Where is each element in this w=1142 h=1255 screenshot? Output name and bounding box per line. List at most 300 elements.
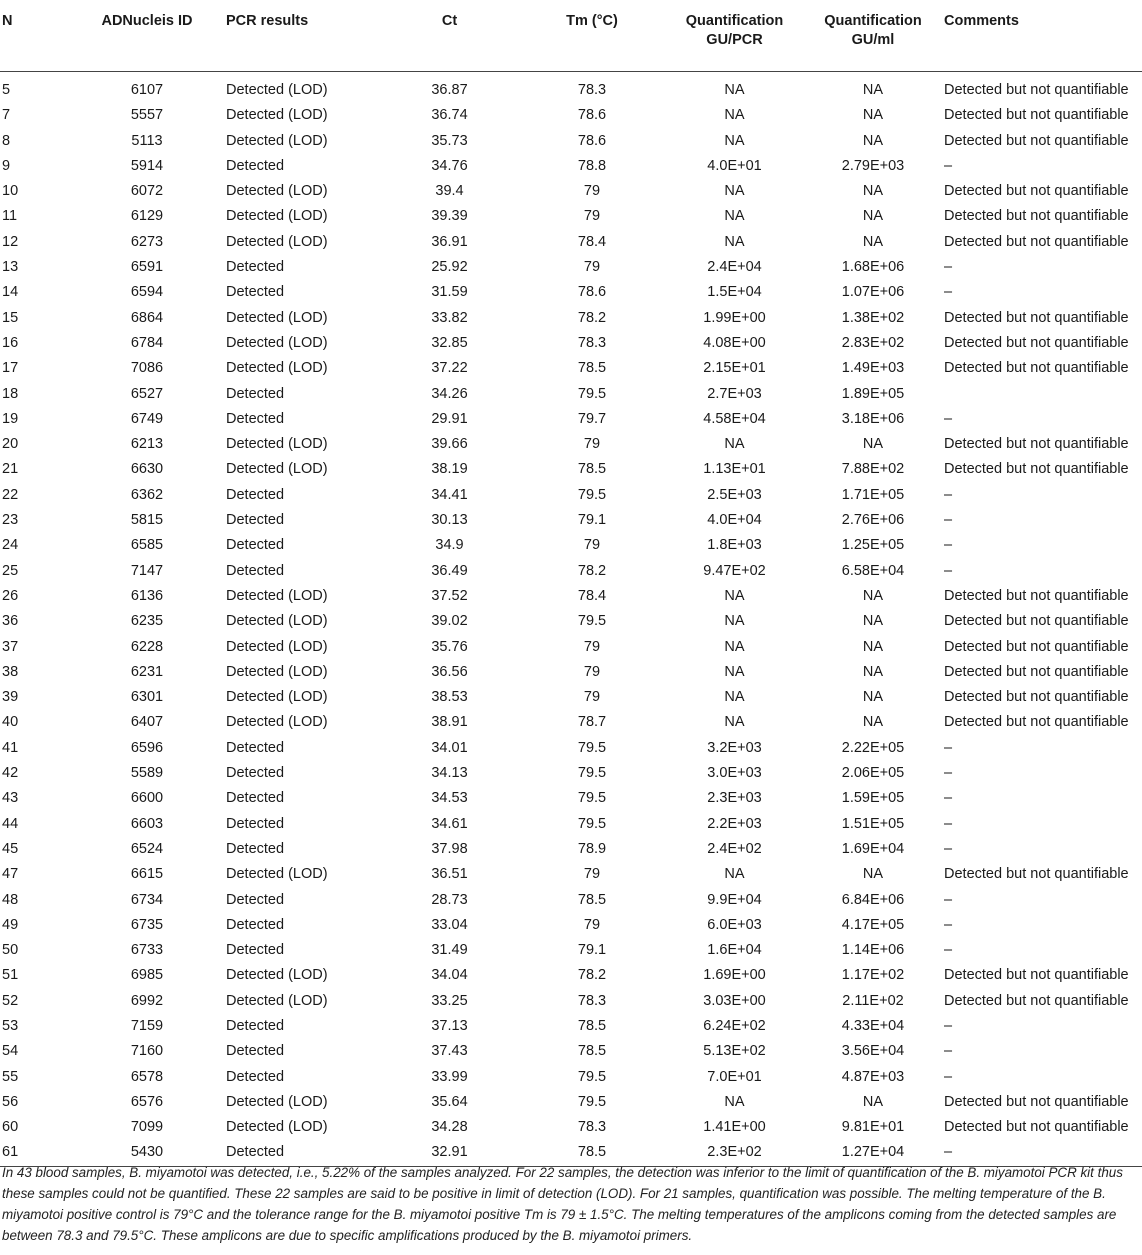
- cell-ct: 39.39: [431, 208, 468, 225]
- cell-pcr-result: Detected (LOD): [226, 663, 328, 680]
- cell-ct: 37.13: [431, 1017, 468, 1034]
- table-row: [0, 660, 1142, 685]
- cell-ct: 36.51: [431, 866, 468, 883]
- cell-ct: 34.53: [431, 790, 468, 807]
- cell-pcr-result: Detected (LOD): [226, 309, 328, 326]
- cell-quantification-gu-ml: 2.22E+05: [841, 739, 905, 756]
- cell-pcr-result: Detected (LOD): [226, 82, 328, 98]
- cell-comment: –: [944, 537, 953, 554]
- cell-adnucleis-id: 6136: [130, 587, 164, 604]
- cell-n: 42: [2, 765, 19, 782]
- cell-ct: 29.91: [431, 410, 468, 427]
- cell-pcr-result: Detected (LOD): [226, 183, 328, 200]
- cell-adnucleis-id: 5589: [130, 765, 164, 782]
- cell-quantification-gu-ml: 1.68E+06: [841, 259, 905, 276]
- cell-ct: 37.98: [431, 840, 468, 857]
- cell-tm: 79: [583, 638, 601, 655]
- cell-tm: 78.6: [577, 132, 607, 149]
- cell-adnucleis-id: 5113: [131, 132, 163, 149]
- cell-adnucleis-id: 7147: [130, 562, 164, 579]
- cell-quantification-gu-pcr: 1.5E+04: [707, 284, 762, 301]
- cell-pcr-result: Detected: [226, 385, 285, 402]
- cell-n: 38: [2, 663, 19, 680]
- table-row: [0, 1090, 1142, 1115]
- cell-quantification-gu-pcr: NA: [724, 132, 745, 149]
- cell-pcr-result: Detected (LOD): [226, 233, 328, 250]
- cell-n: 26: [2, 587, 19, 604]
- cell-comment: Detected but not quantifiable: [944, 866, 1129, 883]
- cell-pcr-result: Detected: [226, 486, 285, 503]
- header-quantification-gu-ml: Quantification GU/ml: [812, 6, 934, 71]
- cell-ct: 35.73: [431, 132, 468, 149]
- table-row: [0, 129, 1142, 154]
- cell-pcr-result: Detected: [226, 790, 285, 807]
- cell-quantification-gu-ml: 3.56E+04: [841, 1043, 905, 1060]
- cell-pcr-result: Detected (LOD): [226, 866, 328, 883]
- cell-comment: [934, 382, 1142, 407]
- cell-pcr-result: Detected (LOD): [226, 1119, 328, 1136]
- cell-tm: 79.5: [577, 486, 607, 503]
- cell-pcr-result: Detected: [226, 562, 285, 579]
- cell-adnucleis-id: 6362: [130, 486, 164, 503]
- cell-comment: Detected but not quantifiable: [944, 613, 1129, 630]
- cell-adnucleis-id: 6273: [130, 233, 164, 250]
- cell-tm: 79: [583, 183, 601, 200]
- cell-tm: 79.5: [577, 1093, 607, 1110]
- cell-quantification-gu-pcr: NA: [724, 689, 745, 706]
- cell-n: 8: [2, 132, 11, 149]
- cell-adnucleis-id: 6594: [130, 284, 164, 301]
- cell-adnucleis-id: 6585: [130, 537, 164, 554]
- cell-quantification-gu-pcr: 4.08E+00: [703, 334, 766, 351]
- table-row: [0, 230, 1142, 255]
- cell-quantification-gu-ml: 1.25E+05: [841, 537, 905, 554]
- cell-tm: 79: [583, 537, 601, 554]
- cell-tm: 78.5: [577, 461, 607, 478]
- cell-n: 21: [2, 461, 19, 478]
- cell-adnucleis-id: 6578: [130, 1068, 164, 1085]
- cell-tm: 79: [583, 866, 601, 883]
- cell-pcr-result: Detected: [226, 815, 285, 832]
- cell-ct: 39.02: [431, 613, 468, 630]
- cell-quantification-gu-pcr: 6.24E+02: [703, 1017, 766, 1034]
- cell-adnucleis-id: 6576: [130, 1093, 164, 1110]
- cell-quantification-gu-pcr: 3.2E+03: [707, 739, 762, 756]
- cell-ct: 36.49: [431, 562, 468, 579]
- cell-comment: –: [944, 1043, 953, 1060]
- cell-comment: –: [944, 1068, 953, 1085]
- cell-quantification-gu-pcr: 6.0E+03: [707, 916, 762, 933]
- cell-adnucleis-id: 6129: [130, 208, 164, 225]
- cell-comment: Detected but not quantifiable: [944, 82, 1129, 98]
- table-row: [0, 862, 1142, 887]
- table-row: [0, 1014, 1142, 1039]
- cell-n: 48: [2, 891, 19, 908]
- table-row: [0, 382, 1142, 407]
- table-footnote: In 43 blood samples, B. miyamotoi was detected, i.e., 5.22% of the samples analyzed. For 22 samples, the detection was inferior to the limit of quantification of the B. miyamotoi PCR kit thus these samples could not be quantified. These 22 samples are said to be positive in limit of detection (LOD). For 21 samples, quantification was possible. The melting temperature of the B. miyamotoi positive control is 79°C and the tolerance range for the B. miyamotoi positive Tm is 79 ± 1.5°C. The melting temperatures of the amplicons coming from the detected samples are between 78.3 and 79.5°C. These amplicons are due to specific amplifications produced by the B. miyamotoi primers.: [2, 1165, 1123, 1243]
- cell-ct: 34.13: [431, 765, 468, 782]
- cell-adnucleis-id: 5815: [130, 512, 164, 529]
- cell-pcr-result: Detected: [222, 1140, 372, 1166]
- cell-tm: 78.5: [577, 891, 607, 908]
- cell-quantification-gu-ml: NA: [862, 587, 884, 604]
- table-row: [0, 533, 1142, 558]
- table-row: [0, 103, 1142, 128]
- cell-n: 18: [2, 385, 19, 402]
- cell-quantification-gu-ml: 1.89E+05: [841, 385, 905, 402]
- cell-adnucleis-id: 6630: [130, 461, 164, 478]
- cell-ct: 33.04: [431, 916, 468, 933]
- cell-tm: 78.3: [577, 334, 607, 351]
- cell-n: 10: [2, 183, 19, 200]
- cell-tm: 79: [583, 663, 601, 680]
- cell-comment: Detected but not quantifiable: [944, 714, 1129, 731]
- cell-quantification-gu-ml: 1.49E+03: [841, 360, 905, 377]
- table-row: [0, 1039, 1142, 1064]
- cell-n: 52: [2, 992, 19, 1009]
- table-row: [0, 938, 1142, 963]
- cell-n: 43: [2, 790, 19, 807]
- cell-pcr-result: Detected (LOD): [226, 360, 328, 377]
- header-tm: Tm (°C): [527, 6, 657, 71]
- cell-ct: 34.9: [435, 537, 464, 554]
- cell-quantification-gu-ml: NA: [862, 183, 884, 200]
- cell-quantification-gu-ml: NA: [862, 107, 884, 124]
- cell-tm: 79.5: [577, 1068, 607, 1085]
- cell-comment: Detected but not quantifiable: [944, 132, 1129, 149]
- cell-quantification-gu-pcr: 7.0E+01: [707, 1068, 762, 1085]
- spacer-cell: [0, 71, 1142, 78]
- cell-comment: –: [944, 765, 953, 782]
- table-row: [0, 635, 1142, 660]
- cell-quantification-gu-pcr: NA: [724, 107, 745, 124]
- cell-comment: Detected but not quantifiable: [944, 334, 1129, 351]
- cell-quantification-gu-ml: NA: [862, 208, 884, 225]
- table-row: [0, 356, 1142, 381]
- cell-n: 45: [2, 840, 19, 857]
- cell-ct: 31.49: [431, 942, 468, 959]
- cell-n: 17: [2, 360, 19, 377]
- cell-adnucleis-id: 6231: [130, 663, 164, 680]
- cell-adnucleis-id: 6992: [130, 992, 164, 1009]
- cell-quantification-gu-pcr: 2.3E+02: [657, 1140, 812, 1166]
- cell-n: 25: [2, 562, 19, 579]
- cell-quantification-gu-pcr: NA: [724, 638, 745, 655]
- cell-quantification-gu-ml: NA: [862, 714, 884, 731]
- cell-quantification-gu-ml: 1.27E+04: [812, 1140, 934, 1166]
- cell-tm: 79.5: [577, 765, 607, 782]
- cell-tm: 79: [583, 436, 601, 453]
- cell-pcr-result: Detected (LOD): [226, 461, 328, 478]
- spacer-row: [0, 71, 1142, 78]
- cell-pcr-result: Detected: [226, 840, 285, 857]
- cell-quantification-gu-pcr: NA: [724, 613, 745, 630]
- cell-adnucleis-id: 6864: [130, 309, 164, 326]
- cell-quantification-gu-pcr: 3.0E+03: [707, 765, 762, 782]
- header-n: N: [0, 6, 72, 71]
- header-pcr-results: PCR results: [222, 6, 372, 71]
- cell-ct: 37.52: [431, 587, 468, 604]
- cell-ct: 36.87: [431, 82, 468, 98]
- cell-pcr-result: Detected: [226, 891, 285, 908]
- cell-ct: 38.53: [431, 689, 468, 706]
- cell-adnucleis-id: 6784: [130, 334, 164, 351]
- cell-comment: Detected but not quantifiable: [944, 107, 1129, 124]
- table-row: [0, 609, 1142, 634]
- cell-pcr-result: Detected: [226, 512, 285, 529]
- table-row: [0, 812, 1142, 837]
- cell-n: 7: [2, 107, 11, 124]
- cell-comment: –: [944, 562, 953, 579]
- cell-pcr-result: Detected: [226, 942, 285, 959]
- cell-ct: 36.56: [431, 663, 468, 680]
- cell-quantification-gu-ml: 2.06E+05: [841, 765, 905, 782]
- cell-pcr-result: Detected: [226, 284, 285, 301]
- cell-quantification-gu-ml: 4.17E+05: [841, 916, 905, 933]
- cell-quantification-gu-ml: 1.07E+06: [841, 284, 905, 301]
- cell-quantification-gu-pcr: 5.13E+02: [703, 1043, 766, 1060]
- cell-pcr-result: Detected (LOD): [226, 587, 328, 604]
- cell-quantification-gu-pcr: 1.69E+00: [703, 967, 766, 984]
- cell-pcr-result: Detected (LOD): [226, 107, 328, 124]
- cell-comment: –: [944, 916, 953, 933]
- cell-n: 56: [2, 1093, 19, 1110]
- cell-ct: 31.59: [431, 284, 468, 301]
- cell-ct: 33.82: [431, 309, 468, 326]
- header-quantification-gu-pcr: Quantification GU/PCR: [657, 6, 812, 71]
- cell-quantification-gu-ml: 1.38E+02: [841, 309, 905, 326]
- cell-n: 40: [2, 714, 19, 731]
- cell-ct: 30.13: [431, 512, 468, 529]
- cell-quantification-gu-ml: NA: [862, 132, 884, 149]
- cell-comment: Detected but not quantifiable: [944, 360, 1129, 377]
- cell-adnucleis-id: 6600: [130, 790, 164, 807]
- cell-comment: –: [944, 512, 953, 529]
- cell-quantification-gu-pcr: 1.99E+00: [703, 309, 766, 326]
- cell-n: 53: [2, 1017, 19, 1034]
- cell-quantification-gu-pcr: 4.58E+04: [703, 410, 766, 427]
- cell-quantification-gu-ml: NA: [862, 663, 884, 680]
- cell-pcr-result: Detected: [226, 259, 285, 276]
- cell-tm: 78.3: [577, 1119, 607, 1136]
- cell-ct: 33.25: [431, 992, 468, 1009]
- cell-quantification-gu-pcr: NA: [724, 183, 745, 200]
- cell-quantification-gu-ml: 1.71E+05: [841, 486, 905, 503]
- cell-quantification-gu-pcr: 2.4E+02: [707, 840, 762, 857]
- cell-n: 14: [2, 284, 19, 301]
- cell-quantification-gu-ml: NA: [862, 436, 884, 453]
- cell-quantification-gu-pcr: 1.8E+03: [707, 537, 762, 554]
- cell-n: 12: [2, 233, 19, 250]
- cell-adnucleis-id: 6749: [130, 410, 164, 427]
- cell-quantification-gu-ml: 6.58E+04: [841, 562, 905, 579]
- table-row: [0, 989, 1142, 1014]
- cell-tm: 78.2: [577, 967, 607, 984]
- table-row: [0, 432, 1142, 457]
- cell-comment: –: [944, 259, 953, 276]
- table-row: [0, 736, 1142, 761]
- cell-comment: Detected but not quantifiable: [944, 967, 1129, 984]
- cell-quantification-gu-pcr: 2.7E+03: [707, 385, 762, 402]
- cell-tm: 78.6: [577, 107, 607, 124]
- cell-ct: 36.74: [431, 107, 468, 124]
- cell-quantification-gu-ml: 9.81E+01: [841, 1119, 905, 1136]
- cell-pcr-result: Detected: [226, 739, 285, 756]
- cell-quantification-gu-pcr: 2.5E+03: [707, 486, 762, 503]
- cell-pcr-result: Detected (LOD): [226, 334, 328, 351]
- cell-tm: 79.5: [577, 739, 607, 756]
- cell-n: 51: [2, 967, 19, 984]
- cell-quantification-gu-pcr: NA: [724, 208, 745, 225]
- cell-tm: 78.2: [577, 562, 607, 579]
- table-row: [0, 913, 1142, 938]
- cell-pcr-result: Detected (LOD): [226, 1093, 328, 1110]
- cell-quantification-gu-pcr: 1.6E+04: [707, 942, 762, 959]
- cell-n: 11: [2, 208, 18, 225]
- cell-comment: –: [944, 790, 953, 807]
- cell-comment: Detected but not quantifiable: [944, 1119, 1129, 1136]
- table-row: [0, 1065, 1142, 1090]
- cell-ct: 34.41: [431, 486, 468, 503]
- cell-quantification-gu-ml: NA: [862, 1093, 884, 1110]
- cell-quantification-gu-ml: 4.87E+03: [841, 1068, 905, 1085]
- cell-adnucleis-id: 6591: [130, 259, 164, 276]
- cell-ct: 33.99: [431, 1068, 468, 1085]
- cell-ct: 34.01: [431, 739, 468, 756]
- cell-quantification-gu-ml: 2.79E+03: [841, 157, 905, 174]
- cell-adnucleis-id: 6596: [130, 739, 164, 756]
- cell-comment: Detected but not quantifiable: [944, 992, 1129, 1009]
- cell-quantification-gu-ml: 1.59E+05: [841, 790, 905, 807]
- cell-tm: 78.5: [577, 1017, 607, 1034]
- cell-pcr-result: Detected (LOD): [226, 613, 328, 630]
- cell-comment: –: [944, 942, 953, 959]
- results-table: [0, 6, 1142, 1167]
- cell-pcr-result: Detected (LOD): [226, 132, 328, 149]
- cell-comment: –: [944, 284, 953, 301]
- cell-quantification-gu-pcr: 9.9E+04: [707, 891, 762, 908]
- cell-quantification-gu-ml: 2.11E+02: [842, 992, 904, 1009]
- cell-ct: 25.92: [431, 259, 468, 276]
- table-row: [0, 331, 1142, 356]
- table-row: [0, 584, 1142, 609]
- table-row: [0, 483, 1142, 508]
- cell-pcr-result: Detected (LOD): [226, 992, 328, 1009]
- cell-adnucleis-id: 6301: [130, 689, 164, 706]
- cell-adnucleis-id: 5914: [130, 157, 164, 174]
- table-row: [0, 837, 1142, 862]
- cell-ct: 35.64: [431, 1093, 468, 1110]
- cell-quantification-gu-pcr: NA: [724, 233, 745, 250]
- cell-adnucleis-id: 6235: [130, 613, 164, 630]
- cell-pcr-result: Detected: [226, 765, 285, 782]
- cell-ct: 37.43: [431, 1043, 468, 1060]
- cell-adnucleis-id: 6985: [130, 967, 164, 984]
- cell-quantification-gu-ml: 3.18E+06: [841, 410, 905, 427]
- table-row: [0, 457, 1142, 482]
- cell-adnucleis-id: 6734: [130, 891, 164, 908]
- cell-n: 16: [2, 334, 19, 351]
- table-row: [0, 508, 1142, 533]
- cell-n: 15: [2, 309, 19, 326]
- cell-tm: 79.1: [577, 512, 607, 529]
- cell-n: 20: [2, 436, 19, 453]
- cell-adnucleis-id: 6407: [130, 714, 164, 731]
- cell-n: 41: [2, 739, 19, 756]
- table-row: [0, 78, 1142, 103]
- cell-adnucleis-id: 6615: [130, 866, 164, 883]
- cell-tm: 79: [583, 259, 601, 276]
- cell-quantification-gu-pcr: NA: [724, 714, 745, 731]
- cell-quantification-gu-ml: 1.14E+06: [841, 942, 905, 959]
- cell-comment: –: [934, 1140, 1142, 1166]
- cell-tm: 78.4: [577, 233, 607, 250]
- cell-pcr-result: Detected: [226, 916, 285, 933]
- cell-comment: Detected but not quantifiable: [944, 233, 1129, 250]
- cell-n: 54: [2, 1043, 19, 1060]
- cell-comment: Detected but not quantifiable: [944, 587, 1129, 604]
- table-row: [0, 710, 1142, 735]
- cell-quantification-gu-pcr: 1.13E+01: [703, 461, 766, 478]
- cell-comment: Detected but not quantifiable: [944, 309, 1129, 326]
- cell-quantification-gu-ml: NA: [862, 689, 884, 706]
- cell-quantification-gu-ml: NA: [862, 82, 884, 98]
- cell-comment: Detected but not quantifiable: [944, 689, 1129, 706]
- cell-ct: 37.22: [431, 360, 468, 377]
- cell-quantification-gu-pcr: 2.3E+03: [707, 790, 762, 807]
- header-comments: Comments: [934, 6, 1142, 71]
- cell-tm: 78.4: [577, 587, 607, 604]
- table-body: [0, 71, 1142, 1166]
- cell-quantification-gu-ml: NA: [862, 638, 884, 655]
- cell-comment: –: [944, 891, 953, 908]
- cell-tm: 78.5: [577, 360, 607, 377]
- cell-adnucleis-id: 6107: [130, 82, 164, 98]
- cell-ct: 34.28: [431, 1119, 468, 1136]
- cell-tm: 78.7: [577, 714, 607, 731]
- cell-quantification-gu-pcr: NA: [724, 663, 745, 680]
- table-row: [0, 963, 1142, 988]
- cell-comment: –: [944, 815, 953, 832]
- cell-tm: 78.5: [577, 1043, 607, 1060]
- cell-comment: Detected but not quantifiable: [944, 208, 1129, 225]
- cell-n: 22: [2, 486, 19, 503]
- cell-quantification-gu-ml: NA: [862, 233, 884, 250]
- table-row: [0, 280, 1142, 305]
- cell-quantification-gu-ml: 2.76E+06: [841, 512, 905, 529]
- cell-tm: 78.6: [577, 284, 607, 301]
- cell-adnucleis-id: 6228: [130, 638, 164, 655]
- cell-adnucleis-id: 5557: [130, 107, 164, 124]
- cell-adnucleis-id: 7160: [130, 1043, 164, 1060]
- cell-comment: –: [944, 840, 953, 857]
- cell-adnucleis-id: 6213: [130, 436, 164, 453]
- cell-ct: 34.76: [431, 157, 468, 174]
- cell-adnucleis-id: 7086: [130, 360, 164, 377]
- cell-quantification-gu-pcr: 4.0E+04: [707, 512, 762, 529]
- cell-adnucleis-id: 6603: [130, 815, 164, 832]
- cell-quantification-gu-ml: 2.83E+02: [841, 334, 905, 351]
- cell-adnucleis-id: 7099: [130, 1119, 164, 1136]
- cell-adnucleis-id: 7159: [130, 1017, 164, 1034]
- cell-adnucleis-id: 5430: [72, 1140, 222, 1166]
- cell-n: 24: [2, 537, 19, 554]
- cell-adnucleis-id: 6072: [130, 183, 164, 200]
- cell-tm: 79: [583, 689, 601, 706]
- cell-n: 49: [2, 916, 19, 933]
- cell-quantification-gu-pcr: 2.15E+01: [703, 360, 766, 377]
- cell-comment: –: [944, 486, 953, 503]
